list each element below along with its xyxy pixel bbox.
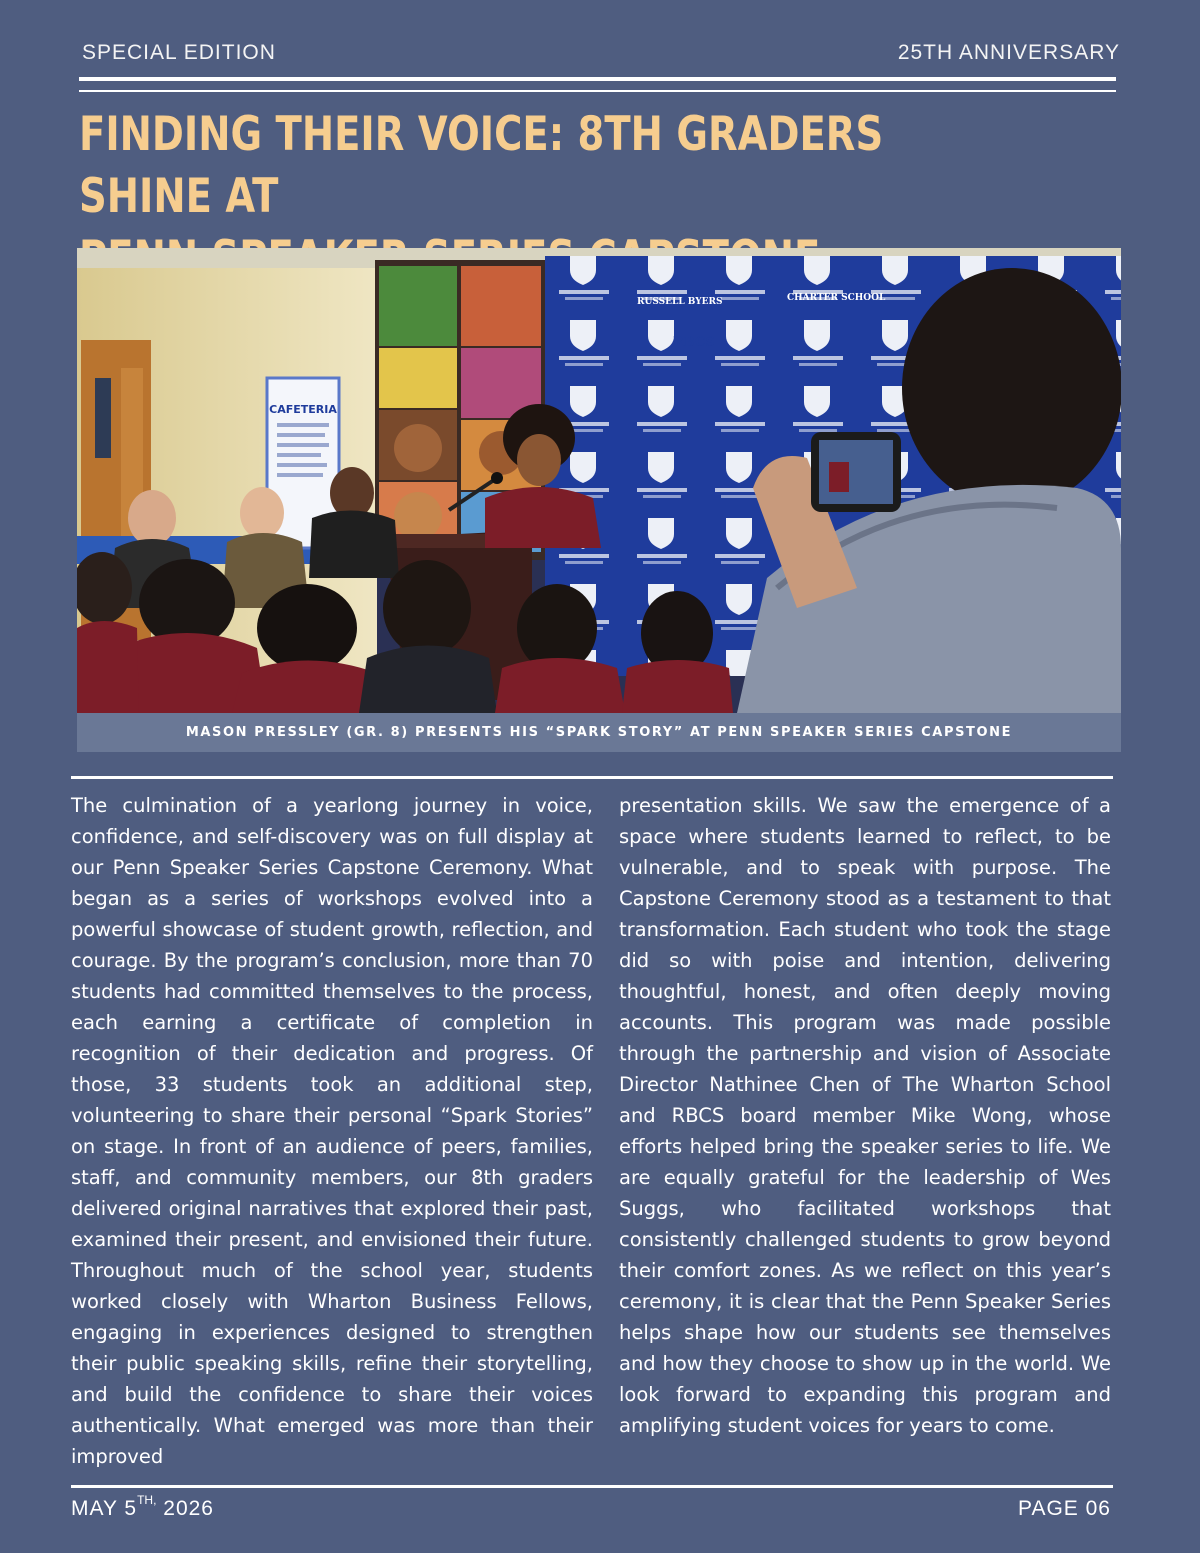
banner-text: RUSSELL BYERS xyxy=(637,297,723,307)
cafeteria-sign-text: CAFETERIA xyxy=(269,403,337,416)
article-column-right: presentation skills. We saw the emergence of a space where students learned to reflect, to be vulnerable, and to speak with purpose. The Capstone Ceremony stood as a testament to that transformation. Each student who took the stage did so with poise and intention, delivering thoughtful, honest, and often deeply moving accounts. This program was made possible through the partnership and vision of Associate Director Nathinee Chen of The Wharton School and RBCS board member Mike Wong, whose efforts helped bring the speaker series to life. We are equally grateful for the leadership of Wes Suggs, who facilitated workshops that consistently challenged students to grow beyond their comfort zones. As we reflect on this year’s ceremony, it is clear that the Penn Speaker Series helps shape how our students see themselves and how they choose to show up in the world. We look forward to expanding this program and amplifying student voices for years to come. xyxy=(619,794,1111,1437)
banner-subtext: CHARTER SCHOOL xyxy=(787,293,886,303)
banner-logo: RBCS xyxy=(673,335,715,350)
issue-date xyxy=(71,1493,214,1521)
page-number: PAGE 06 xyxy=(1018,1497,1111,1520)
headline: FINDING THEIR VOICE: 8TH GRADERS SHINE AT xyxy=(79,107,884,224)
edition-label: SPECIAL EDITION xyxy=(82,41,276,64)
body-rule-top xyxy=(71,776,1113,779)
event-photo xyxy=(77,248,1121,713)
header-rule-thick xyxy=(79,77,1116,81)
anniversary-label: 25TH ANNIVERSARY xyxy=(897,41,1120,64)
issue-date-suffix: TH, xyxy=(137,1493,157,1507)
article-column-left: The culmination of a yearlong journey in voice, confidence, and self-discovery was on full display at our Penn Speaker Series Capstone Ceremony. What began as a series of workshops evolved into a powerful showcase of student growth, reflection, and courage. By the program’s conclusion, more than 70 students had committed themselves to the process, each earning a certificate of completion in recognition of their dedication and progress. Of those, 33 students took an additional step, volunteering to share their personal “Spark Stories” on stage. In front of an audience of peers, families, staff, and community members, our 8th graders delivered original narratives that explored their past, examined their present, and envisioned their future. Throughout much of the school year, students worked closely with Wharton Business Fellows, engaging in experiences designed to strengthen their public speaking skills, refine their storytelling, and build the confidence to share their voices authentically. What emerged was more than their improved xyxy=(71,794,593,1468)
issue-date-month-day: MAY 5 xyxy=(71,1497,138,1520)
issue-date-year: 2026 xyxy=(156,1497,214,1520)
footer-rule xyxy=(71,1485,1113,1488)
photo-caption: MASON PRESSLEY (GR. 8) PRESENTS HIS “SPARK STORY” AT PENN SPEAKER SERIES CAPSTONE xyxy=(77,713,1121,752)
header-rule-thin xyxy=(79,90,1116,92)
